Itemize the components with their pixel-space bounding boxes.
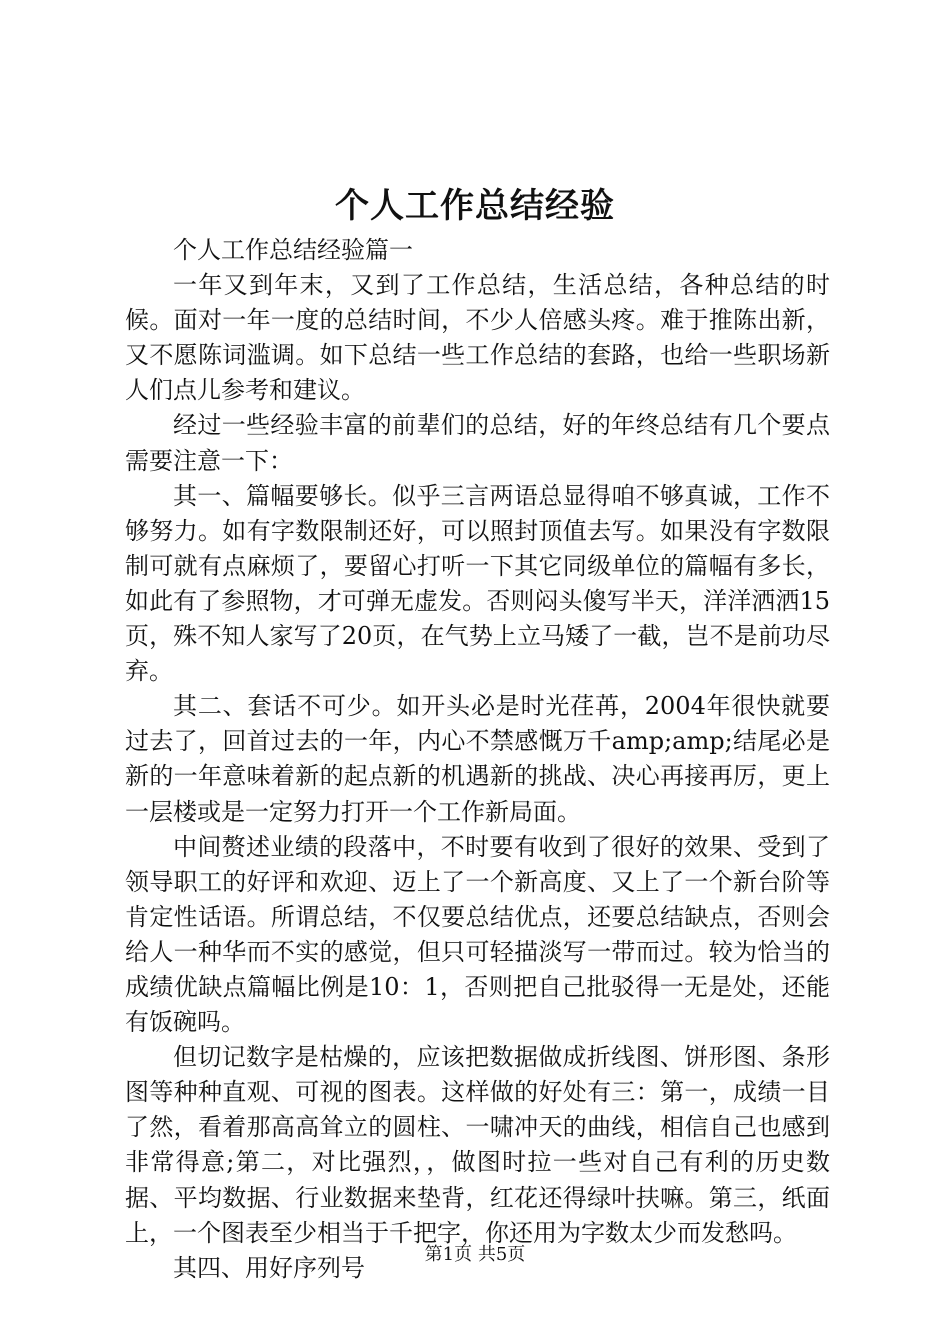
paragraph-heading: 个人工作总结经验篇一 (173, 236, 413, 264)
paragraph: 其一、篇幅要够长。似乎三言两语总显得咱不够真诚，工作不够努力。如有字数限制还好，可以照封顶值去写。如果没有字数限制可就有点麻烦了，要留心打听一下其它同级单位的篇幅有多长，如此有了参照物，才可弹无虚发。否则闷头傻写半天，洋洋洒洒15页，殊不知人家写了20页，在气势上立马矮了一截，岂不是前功尽弃。 (125, 481, 830, 686)
paragraph: 经过一些经验丰富的前辈们的总结，好的年终总结有几个要点需要注意一下： (125, 411, 830, 475)
paragraph: 但切记数字是枯燥的，应该把数据做成折线图、饼形图、条形图等种种直观、可视的图表。这样做的好处有三：第一，成绩一目了然，看着那高高耸立的圆柱、一啸冲天的曲线，相信自己也感到非常得意;第二，对比强烈，，做图时拉一些对自己有利的历史数据、平均数据、行业数据来垫背，红花还得绿叶扶嘛。第三，纸面上，一个图表至少相当于千把字，你还用为字数太少而发愁吗。 (125, 1043, 830, 1247)
document-title: 个人工作总结经验 (335, 186, 615, 226)
paragraph: 其二、套话不可少。如开头必是时光荏苒，2004年很快就要过去了，回首过去的一年，内心不禁感慨万千amp;amp;结尾必是新的一年意味着新的起点新的机遇新的挑战、决心再接再厉，更上一层楼或是一定努力打开一个工作新局面。 (125, 692, 830, 826)
page-number-footer: 第1页 共5页 (424, 1244, 526, 1265)
document-body (125, 233, 830, 1286)
paragraph: 一年又到年末，又到了工作总结，生活总结，各种总结的时候。面对一年一度的总结时间，不少人倍感头疼。难于推陈出新，又不愿陈词滥调。如下总结一些工作总结的套路，也给一些职场新人们点儿参考和建议。 (125, 271, 830, 405)
paragraph: 其四、用好序列号 (173, 1253, 365, 1282)
paragraph: 中间赘述业绩的段落中，不时要有收到了很好的效果、受到了领导职工的好评和欢迎、迈上了一个新高度、又上了一个新台阶等肯定性话语。所谓总结，不仅要总结优点，还要总结缺点，否则会给人一种华而不实的感觉，但只可轻描淡写一带而过。较为恰当的成绩优缺点篇幅比例是10：1，否则把自己批驳得一无是处，还能有饭碗吗。 (125, 832, 830, 1037)
